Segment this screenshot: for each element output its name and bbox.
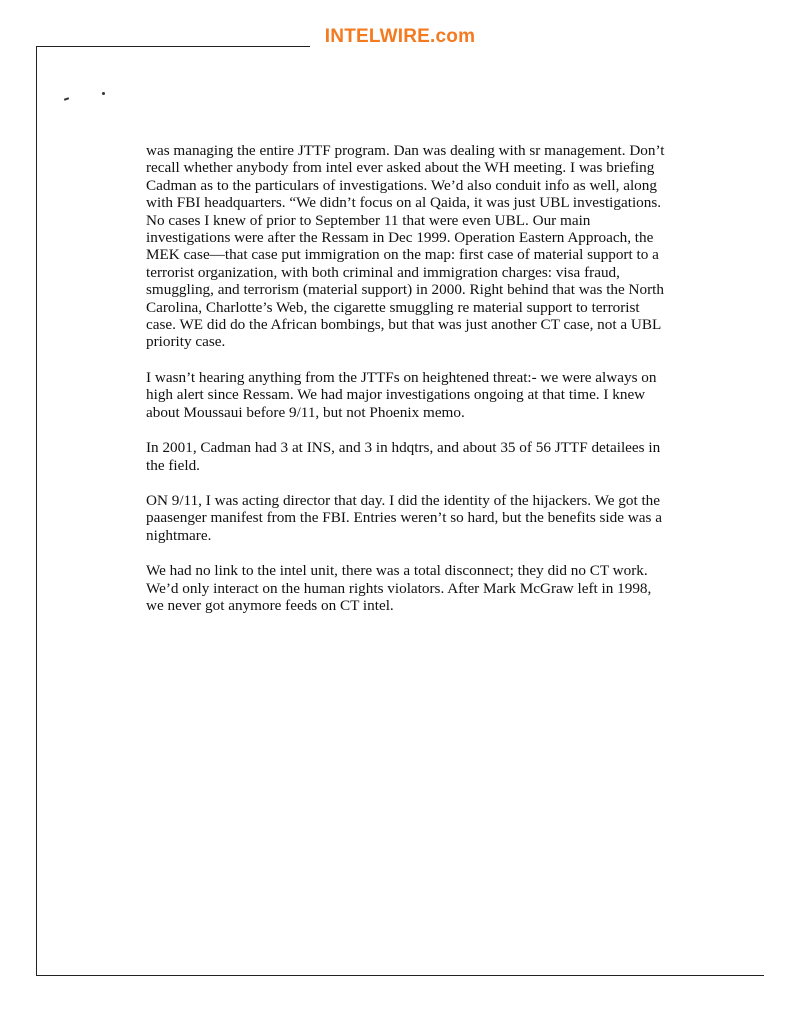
- paragraph-3: In 2001, Cadman had 3 at INS, and 3 in hdqtrs, and about 35 of 56 JTTF detailees in the field.: [146, 439, 661, 474]
- scan-speck: [64, 97, 69, 101]
- page-frame-left-line: [36, 46, 37, 976]
- page-frame-top-line: [37, 46, 310, 47]
- scan-speck: [102, 92, 105, 95]
- paragraph-1: was managing the entire JTTF program. Dan was dealing with sr management. Don’t recall whether anybody from intel ever asked about the WH meeting. I was briefing Cadman as to the particulars of investigations. We’d also conduit info as well, along with FBI headquarters. “We didn’t focus on al Qaida, it was just UBL investigations. No cases I knew of prior to September 11 that were even UBL. Our main investigations were after the Ressam in Dec 1999. Operation Eastern Approach, the MEK case—that case put immigration on the map: first case of material support to a terrorist organization, with both criminal and immigration charges: visa fraud, smuggling, and terrorism (material support) in 2000. Right behind that was the North Carolina, Charlotte’s Web, the cigarette smuggling re material support to terrorist case. WE did do the African bombings, but that was just another CT case, not a UBL priority case.: [146, 142, 665, 351]
- paragraph-4: ON 9/11, I was acting director that day. I did the identity of the hijackers. We got the paasenger manifest from the FBI. Entries weren’t so hard, but the benefits side was a nightmare.: [146, 491, 662, 544]
- paragraph-5: We had no link to the intel unit, there was a total disconnect; they did no CT work. We’d only interact on the human rights violators. After Mark McGraw left in 1998, we never got anymore feeds on CT intel.: [146, 562, 652, 614]
- intelwire-watermark: INTELWIRE.com: [324, 26, 476, 47]
- document-body: [146, 142, 666, 632]
- page-frame-bottom-line: [36, 975, 764, 976]
- paragraph-2: I wasn’t hearing anything from the JTTFs on heightened threat:- we were always on high alert since Ressam. We had major investigations ongoing at that time. I knew about Moussaui before 9/11, but not Phoenix memo.: [146, 368, 657, 421]
